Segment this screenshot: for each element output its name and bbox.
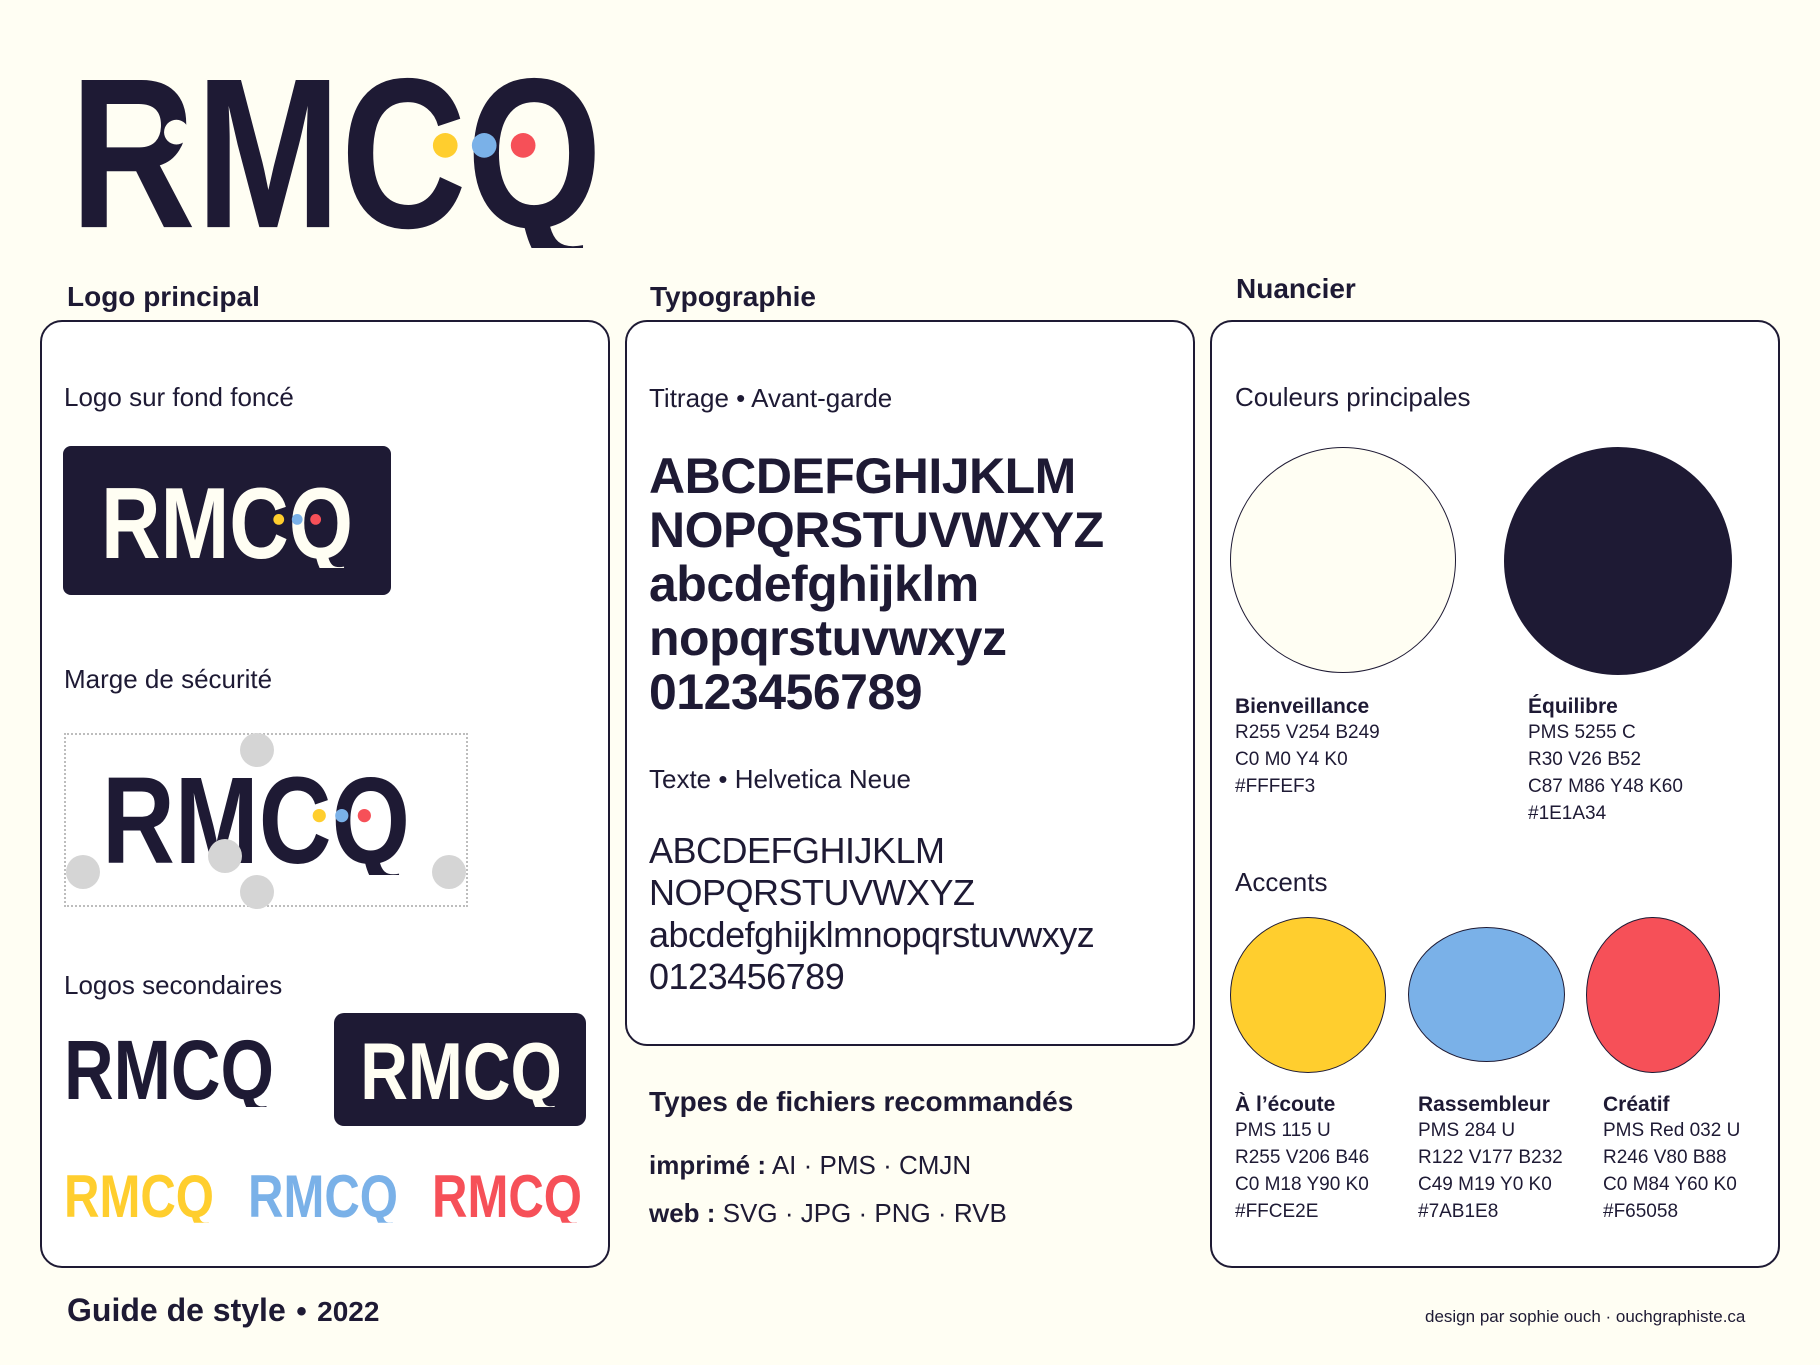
swatch-info-creatif xyxy=(1603,1093,1740,1225)
titling-samples xyxy=(649,449,1104,719)
swatch-name: Bienveillance xyxy=(1235,695,1370,718)
secondary-logo-red xyxy=(432,1168,582,1229)
swatch-name: Créatif xyxy=(1603,1093,1670,1116)
swatch-pms: PMS 115 U xyxy=(1235,1120,1331,1141)
swatch-cmyk: C0 M0 Y4 K0 xyxy=(1235,749,1348,770)
titling-sample-line: abcdefghijklm xyxy=(649,556,979,612)
margin-marker xyxy=(432,855,466,889)
titling-sample-line: NOPQRSTUVWXYZ xyxy=(649,502,1104,558)
swatch-circle-red xyxy=(1586,917,1720,1073)
accents-label: Accents xyxy=(1235,867,1328,897)
secondary-logo-navy xyxy=(64,1032,274,1112)
swatch-info-rassembleur xyxy=(1418,1093,1563,1225)
swatch-rgb: R255 V206 B46 xyxy=(1235,1147,1370,1168)
dark-bg-label: Logo sur fond foncé xyxy=(64,382,294,412)
swatch-cmyk: C0 M84 Y60 K0 xyxy=(1603,1174,1737,1195)
margin-marker xyxy=(240,875,274,909)
footer-year: 2022 xyxy=(317,1296,380,1327)
swatch-circle-blue xyxy=(1408,927,1565,1062)
titling-sample-line: nopqrstuvwxyz xyxy=(649,610,1007,666)
swatch-info-a-lecoute xyxy=(1235,1093,1369,1225)
swatch-hex: #FFFEF3 xyxy=(1235,776,1316,797)
swatch-info-bienveillance xyxy=(1235,695,1380,800)
swatch-hex: #7AB1E8 xyxy=(1418,1201,1499,1222)
swatch-cmyk: C87 M86 Y48 K60 xyxy=(1528,776,1683,797)
section-title-palette: Nuancier xyxy=(1236,273,1356,304)
swatch-hex: #FFCE2E xyxy=(1235,1201,1319,1222)
text-sample-line: ABCDEFGHIJKLM xyxy=(649,830,945,871)
safety-margin-label: Marge de sécurité xyxy=(64,664,273,694)
print-label: imprimé : xyxy=(649,1150,767,1180)
file-types-web xyxy=(649,1198,1007,1229)
safety-margin-logo xyxy=(64,733,468,907)
swatch-cmyk: C49 M19 Y0 K0 xyxy=(1418,1174,1552,1195)
swatch-circle-cream xyxy=(1230,447,1456,673)
logo-dark-bg xyxy=(63,446,391,595)
text-font-label: Texte • Helvetica Neue xyxy=(649,764,912,794)
swatch-name: À l’écoute xyxy=(1235,1093,1336,1116)
section-title-logo: Logo principal xyxy=(67,281,260,312)
swatch-name: Rassembleur xyxy=(1418,1093,1550,1116)
swatch-rgb: R122 V177 B232 xyxy=(1418,1147,1563,1168)
main-logo xyxy=(62,58,610,248)
secondary-logos-label: Logos secondaires xyxy=(64,970,283,1000)
secondary-logo-yellow xyxy=(64,1168,214,1229)
footer-bullet: • xyxy=(296,1295,307,1328)
secondary-logo-dark-bg xyxy=(334,1013,586,1126)
web-values: SVG · JPG · PNG · RVB xyxy=(722,1198,1007,1228)
text-sample-line: 0123456789 xyxy=(649,956,845,997)
margin-marker xyxy=(240,733,274,767)
titling-sample-line: 0123456789 xyxy=(649,664,923,720)
titling-font-label: Titrage • Avant-garde xyxy=(649,383,893,413)
text-sample-line: abcdefghijklmnopqrstuvwxyz xyxy=(649,914,1095,955)
swatch-pms: PMS Red 032 U xyxy=(1603,1120,1741,1141)
swatch-rgb: R255 V254 B249 xyxy=(1235,722,1380,743)
swatch-pms: PMS 284 U xyxy=(1418,1120,1516,1141)
section-title-typography: Typographie xyxy=(650,281,816,312)
swatch-rgb: R30 V26 B52 xyxy=(1528,749,1642,770)
text-sample-line: NOPQRSTUVWXYZ xyxy=(649,872,975,913)
secondary-logo-blue xyxy=(248,1168,398,1229)
swatch-circle-yellow xyxy=(1230,917,1386,1073)
footer-title xyxy=(67,1292,379,1329)
swatch-info-equilibre xyxy=(1528,695,1683,827)
margin-marker xyxy=(208,839,242,873)
swatch-hex: #F65058 xyxy=(1603,1201,1679,1222)
web-label: web : xyxy=(649,1198,716,1228)
titling-sample-line: ABCDEFGHIJKLM xyxy=(649,448,1076,504)
swatch-hex: #1E1A34 xyxy=(1528,803,1607,824)
main-colors-label: Couleurs principales xyxy=(1235,382,1471,412)
file-types-print xyxy=(649,1150,971,1181)
swatch-cmyk: C0 M18 Y90 K0 xyxy=(1235,1174,1369,1195)
swatch-rgb: R246 V80 B88 xyxy=(1603,1147,1727,1168)
swatch-circle-navy xyxy=(1504,447,1732,675)
footer-credit: design par sophie ouch · ouchgraphiste.ca xyxy=(1425,1307,1746,1326)
swatch-name: Équilibre xyxy=(1528,695,1618,718)
print-values: AI · PMS · CMJN xyxy=(771,1150,972,1180)
file-types-title: Types de fichiers recommandés xyxy=(649,1086,1074,1117)
text-samples xyxy=(649,830,1094,998)
guide-title: Guide de style xyxy=(67,1292,286,1328)
margin-marker xyxy=(66,855,100,889)
swatch-pms: PMS 5255 C xyxy=(1528,722,1636,743)
